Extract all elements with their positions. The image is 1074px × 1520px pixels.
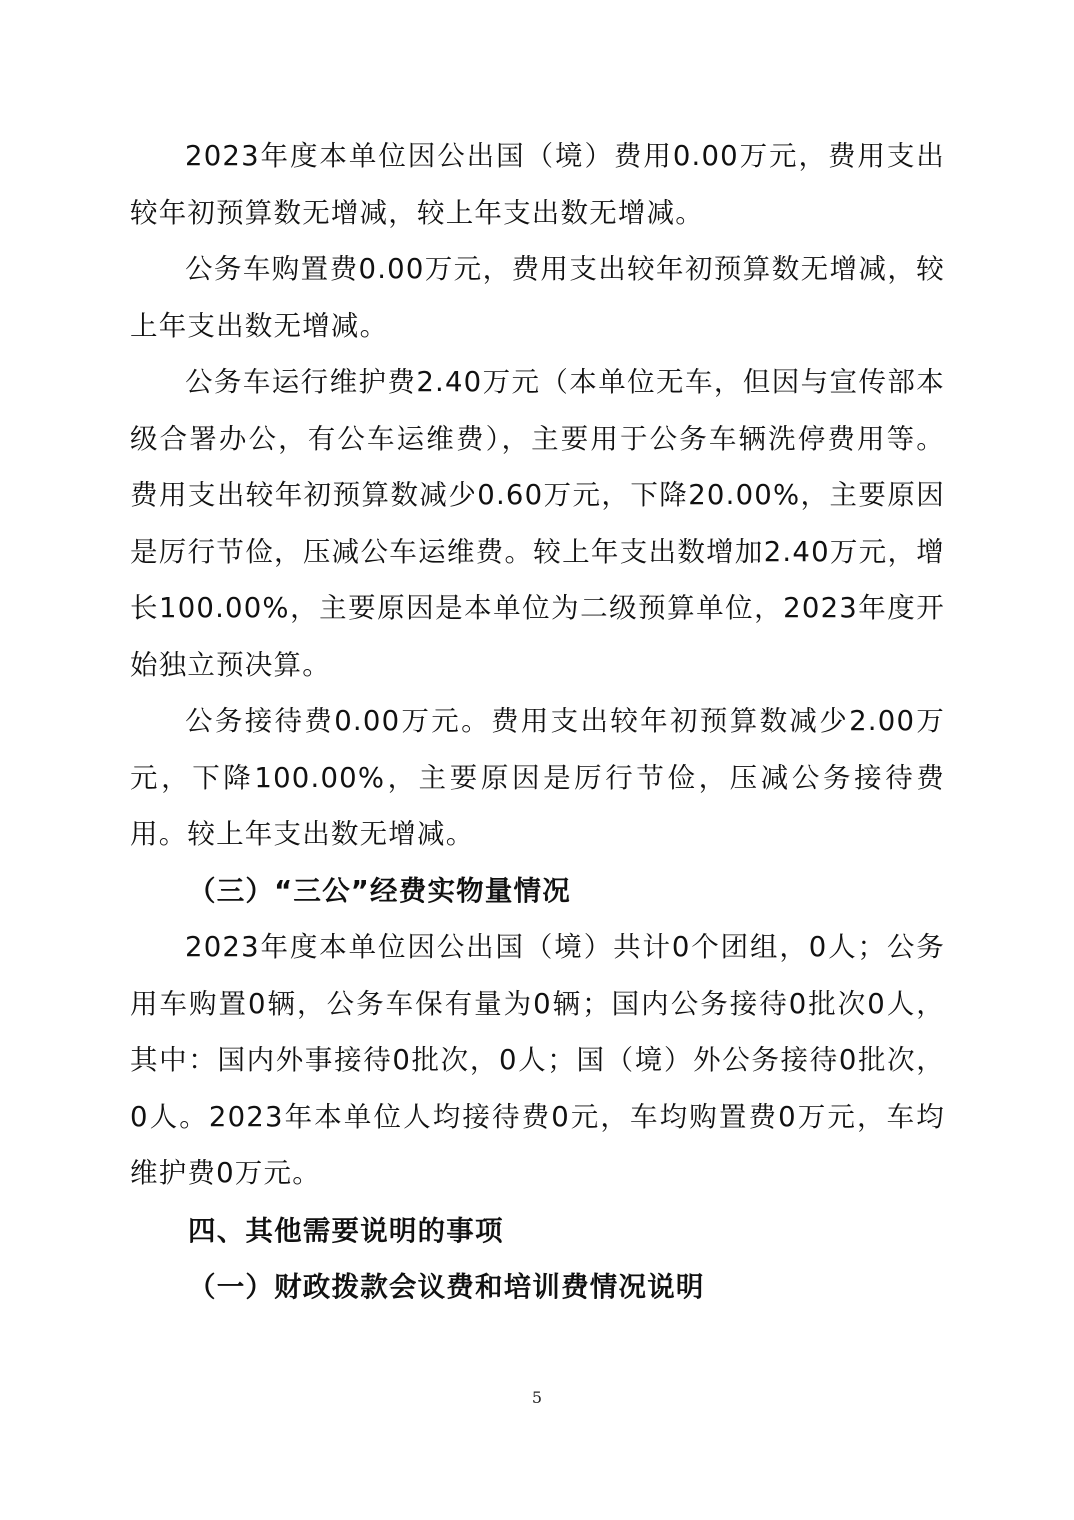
paragraph-overseas-travel: 2023年度本单位因公出国（境）费用0.00万元，费用支出较年初预算数无增减，较上年支出数无增减。 (130, 140, 945, 229)
paragraph-official-reception: 公务接待费0.00万元。费用支出较年初预算数减少2.00万元，下降100.00%，主要原因是厉行节俭，压减公务接待费用。较上年支出数无增减。 (130, 705, 945, 850)
heading-other-matters: 四、其他需要说明的事项 (188, 1214, 504, 1247)
heading-three-public-quantities: （三）“三公”经费实物量情况 (188, 874, 571, 907)
heading-meeting-training-fees: （一）财政拨款会议费和培训费情况说明 (188, 1271, 705, 1303)
page-content (130, 128, 945, 1316)
page-number: 5 (531, 1388, 543, 1407)
paragraph-vehicle-maintenance: 公务车运行维护费2.40万元（本单位无车，但因与宣传部本级合署办公，有公车运维费），主要用于公务车辆洗停费用等。费用支出较年初预算数减少0.60万元，下降20.00%，主要原因是厉行节俭，压减公车运维费。较上年支出数增加2.40万元，增长100.00%，主要原因是本单位为二级预算单位，2023年度开始独立预决算。 (130, 366, 945, 681)
paragraph-quantities: 2023年度本单位因公出国（境）共计0个团组，0人；公务用车购置0辆，公务车保有量为0辆；国内公务接待0批次0人，其中：国内外事接待0批次，0人；国（境）外公务接待0批次，0人。2023年本单位人均接待费0元，车均购置费0万元，车均维护费0万元。 (130, 931, 945, 1189)
paragraph-vehicle-purchase: 公务车购置费0.00万元，费用支出较年初预算数无增减，较上年支出数无增减。 (130, 253, 946, 342)
